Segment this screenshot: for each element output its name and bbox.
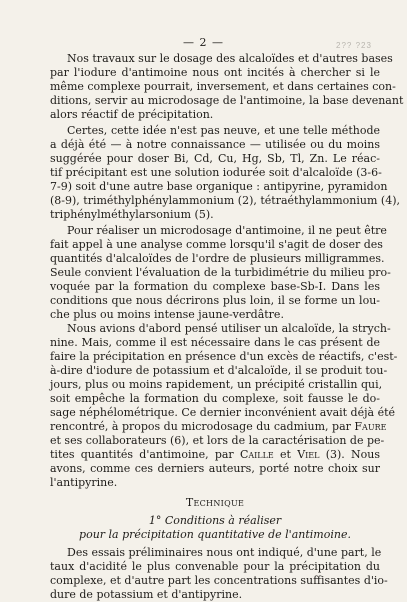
text-line: par l'iodure d'antimoine nous ont incités à chercher si le <box>50 66 380 79</box>
text-line: même complexe pourrait, inversement, et dans certaines con- <box>50 80 396 93</box>
text-line: dure de potassium et d'antipyrine. <box>50 588 243 601</box>
text-line: 7-9) soit d'une autre base organique : antipyrine, pyramidon <box>50 180 388 193</box>
text-fragment: et <box>280 448 291 461</box>
text-line: (8-9), triméthylphénylammonium (2), tétraéthylammonium (4), <box>50 194 400 207</box>
text-line: taux d'acidité le plus convenable pour la précipitation du <box>50 560 380 573</box>
text-fragment: tites quantités d'antimoine, par <box>50 448 234 461</box>
text-line: soit empêche la formation du complexe, soit fausse le do- <box>50 392 380 405</box>
text-line: l'antipyrine. <box>50 476 118 489</box>
subheading: pour la précipitation quantitative de l'antimoine. <box>79 528 351 541</box>
text-line: Pour réaliser un microdosage d'antimoine, il ne peut être <box>67 224 387 237</box>
text-line: avons, comme ces derniers auteurs, porté notre choix sur <box>50 462 380 475</box>
author-name: Faure <box>354 420 387 433</box>
author-name: Viel <box>297 448 320 461</box>
text-line: nine. Mais, comme il est nécessaire dans le cas présent de <box>50 336 380 349</box>
text-line <box>50 420 387 434</box>
text-line: faire la précipitation en présence d'un excès de réactifs, c'est- <box>50 350 398 363</box>
text-line: voquée par la formation du complexe base-Sb-I. Dans les <box>50 280 380 293</box>
text-line: ditions, servir au microdosage de l'antimoine, la base devenant <box>50 94 404 107</box>
text-line: Nous avions d'abord pensé utiliser un alcaloïde, la strych- <box>67 322 391 335</box>
text-fragment: rencontré, à propos du microdosage du cadmium, par <box>50 420 351 433</box>
text-line: et ses collaborateurs (6), et lors de la caractérisation de pe- <box>50 434 385 447</box>
page-number: — 2 — <box>183 36 224 49</box>
subheading: 1° Conditions à réaliser <box>148 514 282 527</box>
text-line <box>50 448 380 462</box>
text-line: triphénylméthylarsonium (5). <box>50 208 214 221</box>
text-fragment: (3). Nous <box>325 448 381 461</box>
text-line: conditions que nous décrirons plus loin, il se forme un lou- <box>50 294 380 307</box>
author-name: Caille <box>239 448 274 461</box>
text-line: Nos travaux sur le dosage des alcaloïdes et d'autres bases <box>67 52 393 65</box>
text-line: complexe, et d'autre part les concentrations suffisantes d'io- <box>50 574 388 587</box>
text-line: alors réactif de précipitation. <box>50 108 214 121</box>
text-line: suggérée pour doser Bi, Cd, Cu, Hg, Sb, Tl, Zn. Le réac- <box>50 152 380 165</box>
text-line: quantités d'alcaloïdes de l'ordre de plusieurs milligrammes. <box>50 252 385 265</box>
text-line: Seule convient l'évaluation de la turbidimétrie du milieu pro- <box>50 266 391 279</box>
text-line: à-dire d'iodure de potassium et d'alcaloïde, il se produit tou- <box>50 364 388 377</box>
pencil-annotation: 2?? ?23 <box>336 41 372 50</box>
text-line: sage néphélométrique. Ce dernier inconvénient avait déjà été <box>50 406 396 419</box>
text-line: tif précipitant est une solution iodurée soit d'alcaloïde (3-6- <box>50 166 382 179</box>
text-line: fait appel à une analyse comme lorsqu'il s'agit de doser des <box>50 238 383 251</box>
text-line: che plus ou moins intense jaune-verdâtre. <box>50 308 284 321</box>
section-heading: Technique <box>185 496 245 509</box>
text-line: jours, plus ou moins rapidement, un précipité cristallin qui, <box>50 378 383 391</box>
text-line: Des essais préliminaires nous ont indiqué, d'une part, le <box>67 546 382 559</box>
text-line: Certes, cette idée n'est pas neuve, et une telle méthode <box>67 124 380 137</box>
text-line: a déjà été — à notre connaissance — utilisée ou du moins <box>50 138 380 151</box>
